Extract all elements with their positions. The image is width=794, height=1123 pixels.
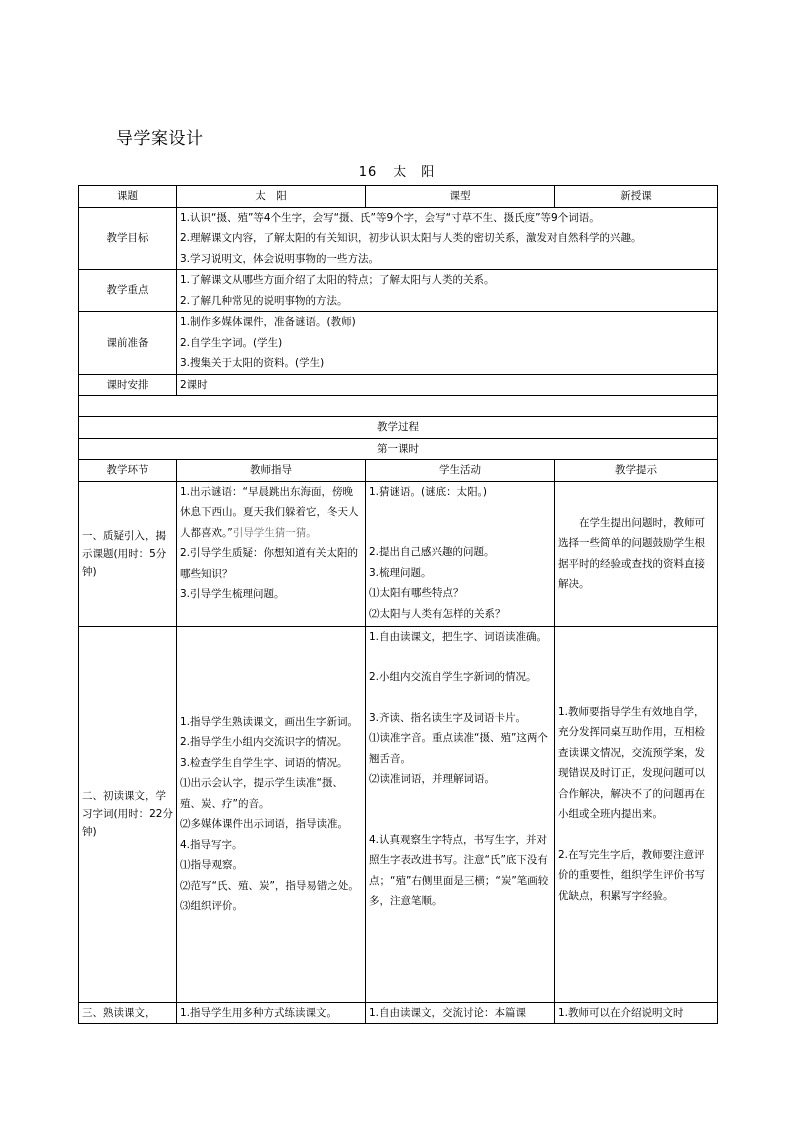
info-row-hours xyxy=(79,374,718,396)
student-step: 3.梳理问题。 xyxy=(369,566,432,579)
teacher-step: 2.引导学生质疑：你想知道有关太阳的哪些知识？ xyxy=(180,547,359,580)
key-point-item: 2.了解几种常见的说明事物的方法。 xyxy=(180,294,348,307)
stage-3-text: 三、熟读课文， xyxy=(82,1006,156,1019)
info-row-goals xyxy=(79,207,718,270)
stage-3-student-text: 1.自由读课文，交流讨论：本篇课 xyxy=(369,1006,527,1019)
stage-3-hint xyxy=(555,1002,718,1024)
period-title: 第一课时 xyxy=(79,438,718,460)
hint-item: 2.在写完生字后，教师要注意评价的重要性，组织学生评价书写优缺点，积累写字经验。 xyxy=(558,848,705,902)
goal-item: 2.理解课文内容，了解太阳的有关知识，初步认识太阳与人类的密切关系，激发对自然科学的兴趣。 xyxy=(180,232,642,244)
header-student: 学生活动 xyxy=(366,460,555,482)
goal-item: 3.学习说明文，体会说明事物的一些方法。 xyxy=(180,252,380,265)
lesson-number: 16 xyxy=(358,165,378,180)
stage-3-label xyxy=(79,1002,177,1024)
stage-3-teacher-text: 1.指导学生用多种方式练读课文。 xyxy=(180,1006,338,1019)
stage-2-student xyxy=(366,626,555,1002)
teacher-step: 2.指导学生小组内交流识字的情况。 xyxy=(180,736,348,748)
lesson-plan-table xyxy=(78,185,718,1024)
key-points-label: 教学重点 xyxy=(79,270,177,312)
goals-label: 教学目标 xyxy=(79,207,177,270)
process-title: 教学过程 xyxy=(79,417,718,439)
preparation-item: 1.制作多媒体课件，准备谜语。(教师) xyxy=(180,316,356,328)
student-step: ⑴太阳有哪些特点？ xyxy=(369,587,464,599)
stage-1-student xyxy=(366,481,555,626)
stage-2-label: 二、初读课文，学习字词(用时：22分钟) xyxy=(79,626,177,1002)
student-step: 2.提出自己感兴趣的问题。 xyxy=(369,546,495,558)
topic-label: 课题 xyxy=(79,186,177,208)
header-stage: 教学环节 xyxy=(79,460,177,482)
goals-content xyxy=(177,207,718,270)
teacher-step: ⑵范写“氏、殖、炭”，指导易错之处。 xyxy=(180,879,359,892)
teacher-step: ⑴指导观察。 xyxy=(180,859,243,871)
stage-3-hint-text: 1.教师可以在介绍说明文时 xyxy=(558,1006,684,1019)
student-step: 3.齐读、指名读生字及词语卡片。 xyxy=(369,711,527,724)
process-header-row xyxy=(79,460,718,482)
hint-item: 1.教师要指导学生有效地自学，充分发挥同桌互助作用，互相检查读课文情况，交流预学案，发现错误及时订正，发现问题可以合作解决，解决不了的问题再在小组或全班内提出来。 xyxy=(558,705,705,821)
period-row xyxy=(79,438,718,460)
stage-row-2 xyxy=(79,626,718,1002)
stage-1-teacher xyxy=(177,481,366,626)
stage-2-hint xyxy=(555,626,718,1002)
process-title-row xyxy=(79,417,718,439)
stage-3-student xyxy=(366,1002,555,1024)
stage-row-1 xyxy=(79,481,718,626)
teacher-riddle: 1.出示谜语：“早晨跳出东海面，傍晚休息下西山。夏天我们躲着它，冬天人人都喜欢。” xyxy=(180,485,359,539)
teacher-step: 3.引导学生梳理问题。 xyxy=(180,588,285,600)
key-points-content xyxy=(177,270,718,312)
key-point-item: 1.了解课文从哪些方面介绍了太阳的特点；了解太阳与人类的关系。 xyxy=(180,274,495,286)
preparation-item: 3.搜集关于太阳的资料。(学生) xyxy=(180,357,325,369)
teacher-step: 3.检查学生自学生字、词语的情况。 xyxy=(180,756,348,769)
stage-2-teacher xyxy=(177,626,366,1002)
info-row-preparation xyxy=(79,312,718,375)
topic-value: 太 阳 xyxy=(177,186,366,208)
student-step: 1.自由读课文，把生字、词语读准确。 xyxy=(369,630,548,643)
lesson-type-value: 新授课 xyxy=(555,186,718,208)
preparation-item: 2.自学生字词。(学生) xyxy=(180,336,283,349)
blank-row xyxy=(79,396,718,417)
hours-label: 课时安排 xyxy=(79,374,177,396)
info-row-key-points xyxy=(79,270,718,312)
student-step: ⑵太阳与人类有怎样的关系？ xyxy=(369,607,506,620)
student-step: ⑴读准字音。重点读准“摄、殖”这两个翘舌音。 xyxy=(369,732,548,765)
hours-value: 2课时 xyxy=(177,374,718,396)
student-step: ⑵读准词语，并理解词语。 xyxy=(369,773,495,785)
stage-row-3 xyxy=(79,1002,718,1024)
student-step: 4.认真观察生字特点，书写生字，并对照生字表改进书写。注意“氏”底下没有点；“殖”右侧里面是三横；“炭”笔画较多，注意笔顺。 xyxy=(369,833,549,907)
goal-item: 1.认识“摄、殖”等4个生字，会写“摄、氏”等9个字，会写“寸草不生、摄氏度”等9个词语。 xyxy=(180,211,600,224)
stage-1-label: 一、质疑引入，揭示课题(用时：5分钟) xyxy=(79,481,177,626)
process-row-spacer xyxy=(79,396,718,417)
preparation-label: 课前准备 xyxy=(79,312,177,375)
document-title: 导学案设计 xyxy=(116,129,204,149)
teacher-step: ⑶组织评价。 xyxy=(180,900,243,912)
teacher-step: 4.指导写字。 xyxy=(180,838,243,851)
lesson-name: 太 阳 xyxy=(393,165,436,180)
lesson-type-label: 课型 xyxy=(366,186,555,208)
stage-1-hint: 在学生提出问题时，教师可选择一些简单的问题鼓励学生根据平时的经验或查找的资料直接解决。 xyxy=(555,481,718,626)
header-teacher: 教师指导 xyxy=(177,460,366,482)
teacher-riddle-note: 引导学生猜一猜。 xyxy=(232,526,317,539)
teacher-step: 1.指导学生熟读课文，画出生字新词。 xyxy=(180,715,359,728)
teacher-step: ⑵多媒体课件出示词语，指导读准。 xyxy=(180,818,348,830)
student-step: 2.小组内交流自学生字新词的情况。 xyxy=(369,671,537,683)
lesson-title xyxy=(0,161,794,180)
info-row-topic xyxy=(79,186,718,208)
teacher-step: ⑴出示会认字，提示学生读准“摄、殖、炭、疗”的音。 xyxy=(180,777,343,810)
header-hint: 教学提示 xyxy=(555,460,718,482)
student-step: 1.猜谜语。(谜底：太阳。) xyxy=(369,485,487,498)
preparation-content xyxy=(177,312,718,375)
stage-3-teacher xyxy=(177,1002,366,1024)
